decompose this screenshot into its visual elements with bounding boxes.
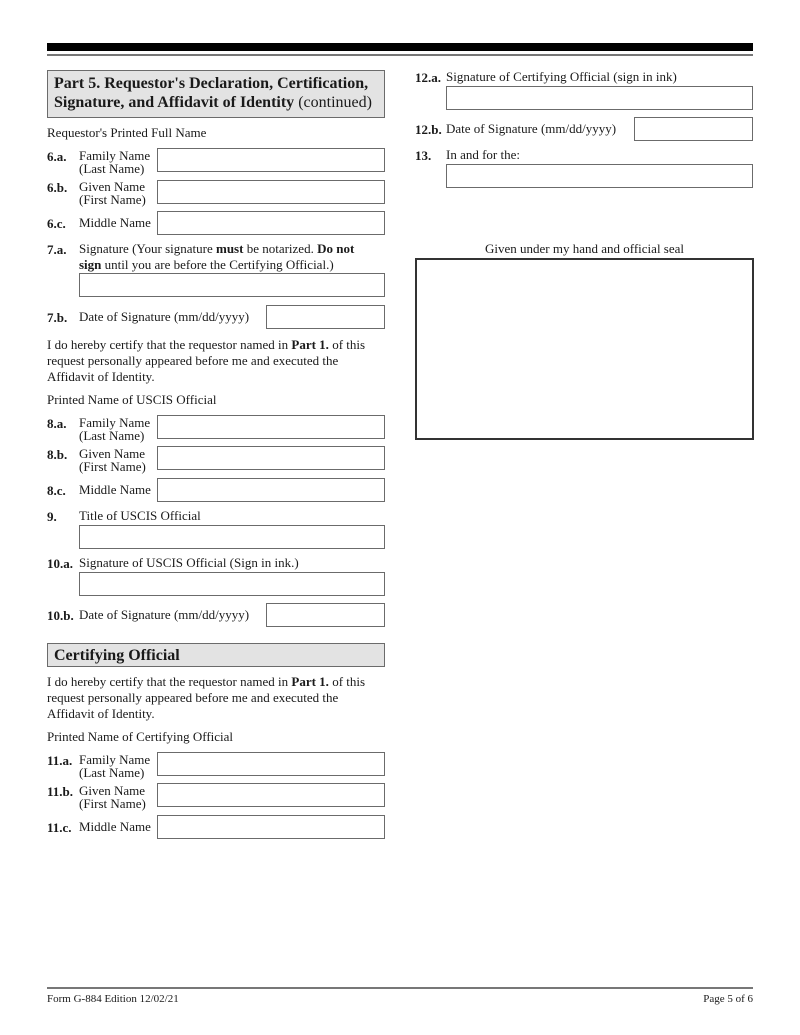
q12b-label: Date of Signature (mm/dd/yyyy) bbox=[446, 121, 617, 136]
family-name-input-6a[interactable] bbox=[157, 148, 385, 172]
q6a-label: Family Name (Last Name) bbox=[79, 148, 151, 176]
requestor-signature-input-7a[interactable] bbox=[79, 273, 385, 297]
q11b-number: 11.b. bbox=[47, 784, 74, 799]
q12b-number: 12.b. bbox=[415, 122, 442, 137]
q8c-number: 8.c. bbox=[47, 483, 66, 498]
q7b-label: Date of Signature (mm/dd/yyyy) bbox=[79, 309, 250, 324]
q6c-number: 6.c. bbox=[47, 216, 66, 231]
top-rule-thick bbox=[47, 43, 753, 51]
uscis-title-input-9[interactable] bbox=[79, 525, 385, 549]
certifying-official-title: Certifying Official bbox=[54, 647, 180, 664]
q12a-number: 12.a. bbox=[415, 70, 441, 85]
q7b-number: 7.b. bbox=[47, 310, 68, 325]
page-number: Page 5 of 6 bbox=[703, 993, 753, 1005]
middle-name-input-6c[interactable] bbox=[157, 211, 385, 235]
q8b-label: Given Name (First Name) bbox=[79, 446, 146, 474]
q8b-number: 8.b. bbox=[47, 447, 68, 462]
q9-number: 9. bbox=[47, 509, 57, 524]
q6c-label: Middle Name bbox=[79, 215, 151, 230]
certification-statement-2: I do hereby certify that the requestor named in Part 1. of this request personally appeared before me and executed the Affidavit of Identity. bbox=[47, 674, 366, 721]
q8c-label: Middle Name bbox=[79, 482, 151, 497]
q6b-label: Given Name (First Name) bbox=[79, 179, 146, 207]
certifying-given-name-input-11b[interactable] bbox=[157, 783, 385, 807]
seal-label: Given under my hand and official seal bbox=[484, 241, 685, 256]
in-and-for-input-13[interactable] bbox=[446, 164, 753, 188]
q10a-label: Signature of USCIS Official (Sign in ink.) bbox=[79, 555, 299, 570]
q6b-number: 6.b. bbox=[47, 180, 68, 195]
part5-title-suffix: (continued) bbox=[298, 94, 372, 111]
footer-rule bbox=[47, 987, 753, 989]
q11a-number: 11.a. bbox=[47, 753, 73, 768]
q10a-number: 10.a. bbox=[47, 556, 73, 571]
official-seal-box bbox=[415, 258, 754, 440]
certifying-printed-name-label: Printed Name of Certifying Official bbox=[47, 729, 234, 744]
certifying-date-input-12b[interactable] bbox=[634, 117, 753, 141]
q13-label: In and for the: bbox=[446, 147, 521, 162]
q11c-number: 11.c. bbox=[47, 820, 72, 835]
given-name-input-6b[interactable] bbox=[157, 180, 385, 204]
uscis-date-input-10b[interactable] bbox=[266, 603, 385, 627]
certification-statement-1: I do hereby certify that the requestor named in Part 1. of this request personally appeared before me and executed the Affidavit of Identity. bbox=[47, 337, 366, 384]
q7a-number: 7.a. bbox=[47, 242, 67, 257]
part5-title: Part 5. Requestor's Declaration, Certification, Signature, and Affidavit of Identity bbox=[54, 75, 369, 111]
q8a-number: 8.a. bbox=[47, 416, 67, 431]
q11a-label: Family Name (Last Name) bbox=[79, 752, 151, 780]
q7a-label: Signature (Your signature must be notarized. Do not sign until you are before the Certifying Official.) bbox=[79, 241, 355, 272]
uscis-printed-name-label: Printed Name of USCIS Official bbox=[47, 392, 217, 407]
uscis-family-name-input-8a[interactable] bbox=[157, 415, 385, 439]
certifying-official-section-header bbox=[47, 643, 385, 667]
q11c-label: Middle Name bbox=[79, 819, 151, 834]
certifying-middle-name-input-11c[interactable] bbox=[157, 815, 385, 839]
q10b-label: Date of Signature (mm/dd/yyyy) bbox=[79, 607, 250, 622]
q11b-label: Given Name (First Name) bbox=[79, 783, 146, 811]
q8a-label: Family Name (Last Name) bbox=[79, 415, 151, 443]
part5-section-header bbox=[47, 70, 385, 118]
q13-number: 13. bbox=[415, 148, 432, 163]
form-edition: Form G-884 Edition 12/02/21 bbox=[47, 993, 179, 1005]
q10b-number: 10.b. bbox=[47, 608, 74, 623]
certifying-signature-input-12a[interactable] bbox=[446, 86, 753, 110]
uscis-given-name-input-8b[interactable] bbox=[157, 446, 385, 470]
uscis-signature-input-10a[interactable] bbox=[79, 572, 385, 596]
top-rule-thin bbox=[47, 54, 753, 56]
q6a-number: 6.a. bbox=[47, 149, 67, 164]
q9-label: Title of USCIS Official bbox=[79, 508, 201, 523]
requestor-date-input-7b[interactable] bbox=[266, 305, 385, 329]
uscis-middle-name-input-8c[interactable] bbox=[157, 478, 385, 502]
q12a-label: Signature of Certifying Official (sign in ink) bbox=[446, 69, 677, 84]
certifying-family-name-input-11a[interactable] bbox=[157, 752, 385, 776]
requestor-printed-name-label: Requestor's Printed Full Name bbox=[47, 125, 207, 140]
